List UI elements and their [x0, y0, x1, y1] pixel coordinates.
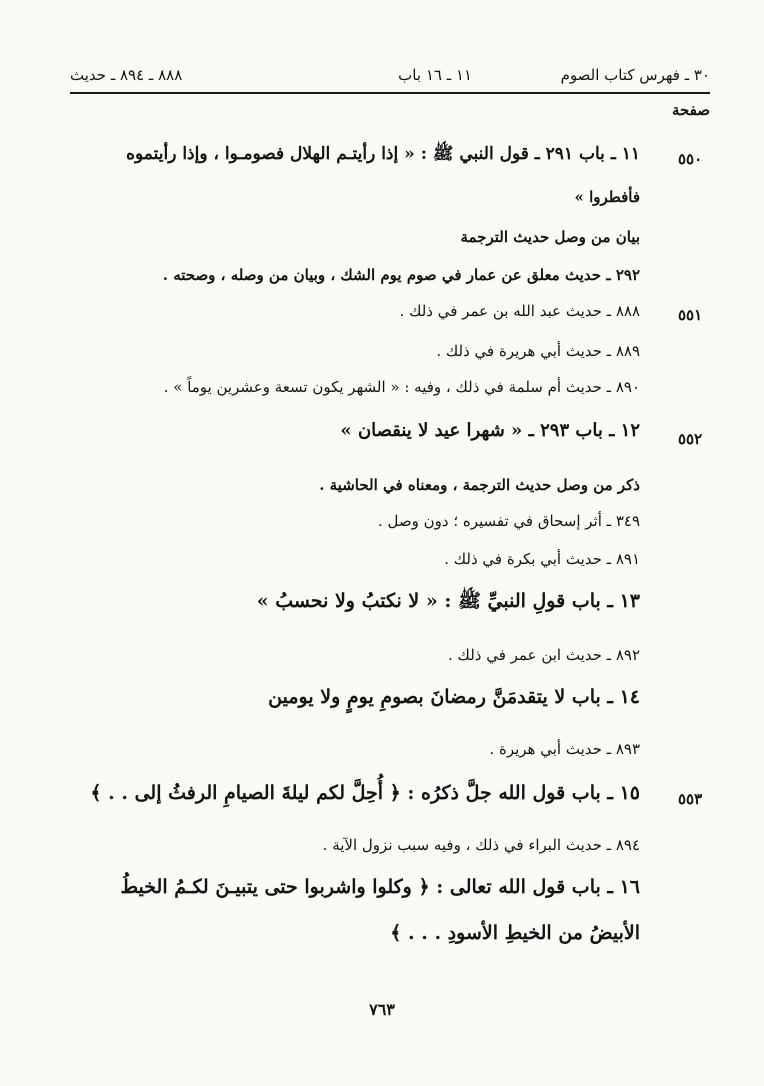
hadith-entry: ٨٩٢ ـ حديث ابن عمر في ذلك . — [448, 646, 640, 664]
running-header — [70, 62, 710, 94]
chapter-heading: ١٤ ـ باب لا يتقدمَنَّ رمضانَ بصومِ يومٍ ولا يومين — [268, 686, 640, 708]
hadith-entry: ٨٩٤ ـ حديث البراء في ذلك ، وفيه سبب نزول الآية . — [322, 836, 640, 854]
page-number: ٧٦٣ — [369, 1000, 395, 1019]
hadith-entry: ٨٩٣ ـ حديث أبي هريرة . — [489, 740, 640, 758]
page-ref: ٥٥٠ — [678, 150, 703, 168]
note-line: بيان من وصل حديث الترجمة — [460, 228, 640, 246]
page-ref: ٥٥٣ — [678, 790, 703, 808]
chapter-heading: ١٣ ـ باب قولِ النبيِّ ﷺ : « لا نكتبُ ولا نحسبُ » — [256, 590, 640, 612]
hadith-entry: ٨٩٠ ـ حديث أم سلمة في ذلك ، وفيه : « الشهر يكون تسعة وعشرين يوماً » . — [163, 378, 640, 396]
chapter-heading: ١٥ ـ باب قول الله جلَّ ذكرُه : ﴿ أُحِلَّ لكم ليلةَ الصيامِ الرفثُ إلى . . ﴾ — [90, 782, 640, 804]
hadith-entry: ٨٨٨ ـ حديث عبد الله بن عمر في ذلك . — [399, 302, 640, 320]
chapter-heading: ١٦ ـ باب قول الله تعالى : ﴿ وكلوا واشربوا حتى يتبيـنَ لكـمُ الخيطُ — [120, 876, 640, 898]
header-chapter-title: ٣٠ ـ فهرس كتاب الصوم — [560, 66, 710, 84]
chapter-heading: ١٢ ـ باب ٢٩٣ ـ « شهرا عيد لا ينقصان » — [340, 420, 640, 441]
chapter-heading-cont: فأفطروا » — [574, 188, 640, 206]
page-ref: ٥٥١ — [678, 306, 703, 324]
chapter-heading-cont: الأبيضُ من الخيطِ الأسودِ . . . ﴾ — [390, 922, 640, 944]
hadith-entry: ٨٨٩ ـ حديث أبي هريرة في ذلك . — [436, 342, 640, 360]
hadith-entry: ٣٤٩ ـ أثر إسحاق في تفسيره ؛ دون وصل . — [377, 512, 640, 530]
hadith-entry: ٨٩١ ـ حديث أبي بكرة في ذلك . — [444, 550, 640, 568]
chapter-heading: ١١ ـ باب ٢٩١ ـ قول النبي ﷺ : « إذا رأيتـم الهلال فصومـوا ، وإذا رأيتموه — [126, 144, 640, 164]
page-column-label: صفحة — [671, 101, 710, 119]
note-line: ذكر من وصل حديث الترجمة ، ومعناه في الحاشية . — [319, 476, 640, 494]
header-chapter-range: ١١ ـ ١٦ باب — [398, 66, 472, 84]
hadith-entry: ٢٩٢ ـ حديث معلق عن عمار في صوم يوم الشك ، وبيان من وصله ، وصحته . — [162, 266, 640, 284]
page-ref: ٥٥٢ — [678, 430, 703, 448]
header-hadith-range: ٨٨٨ ـ ٨٩٤ ـ حديث — [70, 66, 183, 84]
